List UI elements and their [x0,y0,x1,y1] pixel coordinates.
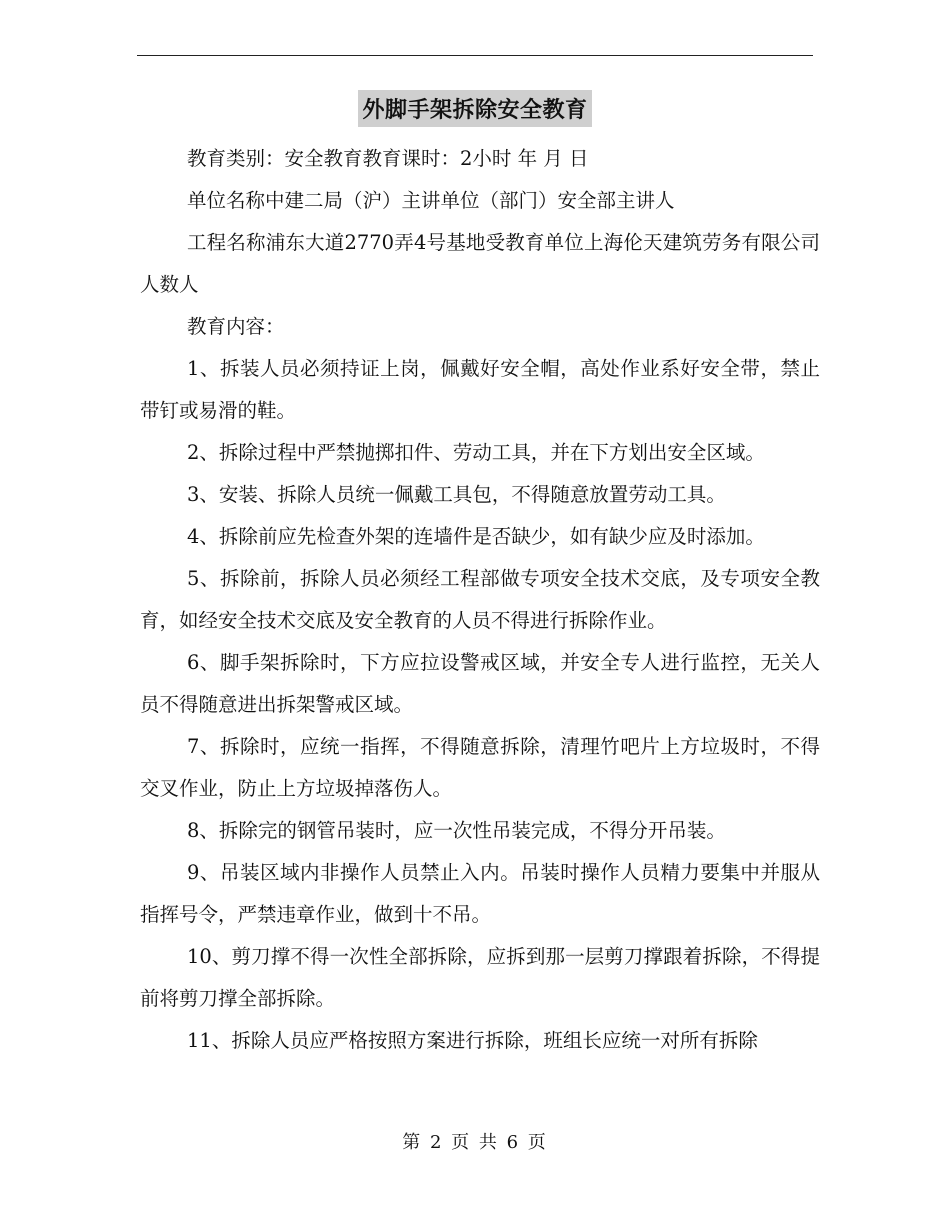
rule-item-3: 3、安装、拆除人员统一佩戴工具包，不得随意放置劳动工具。 [187,483,726,506]
rule-item-10: 10、剪刀撑不得一次性全部拆除，应拆到那一层剪刀撑跟着拆除，不得提前将剪刀撑全部拆除。 [140,945,820,1010]
rule-item-9: 9、吊装区域内非操作人员禁止入内。吊装时操作人员精力要集中并服从指挥号令，严禁违章作业，做到十不吊。 [140,861,820,926]
education-category-line: 教育类别：安全教育教育课时：2小时 年 月 日 [187,147,589,170]
document-body [140,138,820,1062]
unit-name-line: 单位名称中建二局（沪）主讲单位（部门）安全部主讲人 [187,189,675,212]
content-heading: 教育内容： [187,315,285,338]
rule-item-4: 4、拆除前应先检查外架的连墙件是否缺少，如有缺少应及时添加。 [187,525,765,548]
title-container [0,90,950,127]
rule-item-1: 1、拆装人员必须持证上岗，佩戴好安全帽，高处作业系好安全带，禁止带钉或易滑的鞋。 [140,357,820,422]
rule-item-8: 8、拆除完的钢管吊装时，应一次性吊装完成，不得分开吊装。 [187,819,726,842]
project-name-line: 工程名称浦东大道2770弄4号基地受教育单位上海伦天建筑劳务有限公司人数人 [140,231,820,296]
rule-item-7: 7、拆除时，应统一指挥，不得随意拆除，清理竹吧片上方垃圾时，不得交叉作业，防止上方垃圾掉落伤人。 [140,735,820,800]
header-rule [137,55,813,56]
document-title: 外脚手架拆除安全教育 [358,90,591,127]
rule-item-2: 2、拆除过程中严禁抛掷扣件、劳动工具，并在下方划出安全区域。 [187,441,765,464]
rule-item-6: 6、脚手架拆除时，下方应拉设警戒区域，并安全专人进行监控，无关人员不得随意进出拆架警戒区域。 [140,651,820,716]
rule-item-5: 5、拆除前，拆除人员必须经工程部做专项安全技术交底，及专项安全教育，如经安全技术交底及安全教育的人员不得进行拆除作业。 [140,567,820,632]
rule-item-11: 11、拆除人员应严格按照方案进行拆除，班组长应统一对所有拆除 [187,1029,758,1052]
page-footer: 第 2 页 共 6 页 [402,1132,548,1153]
